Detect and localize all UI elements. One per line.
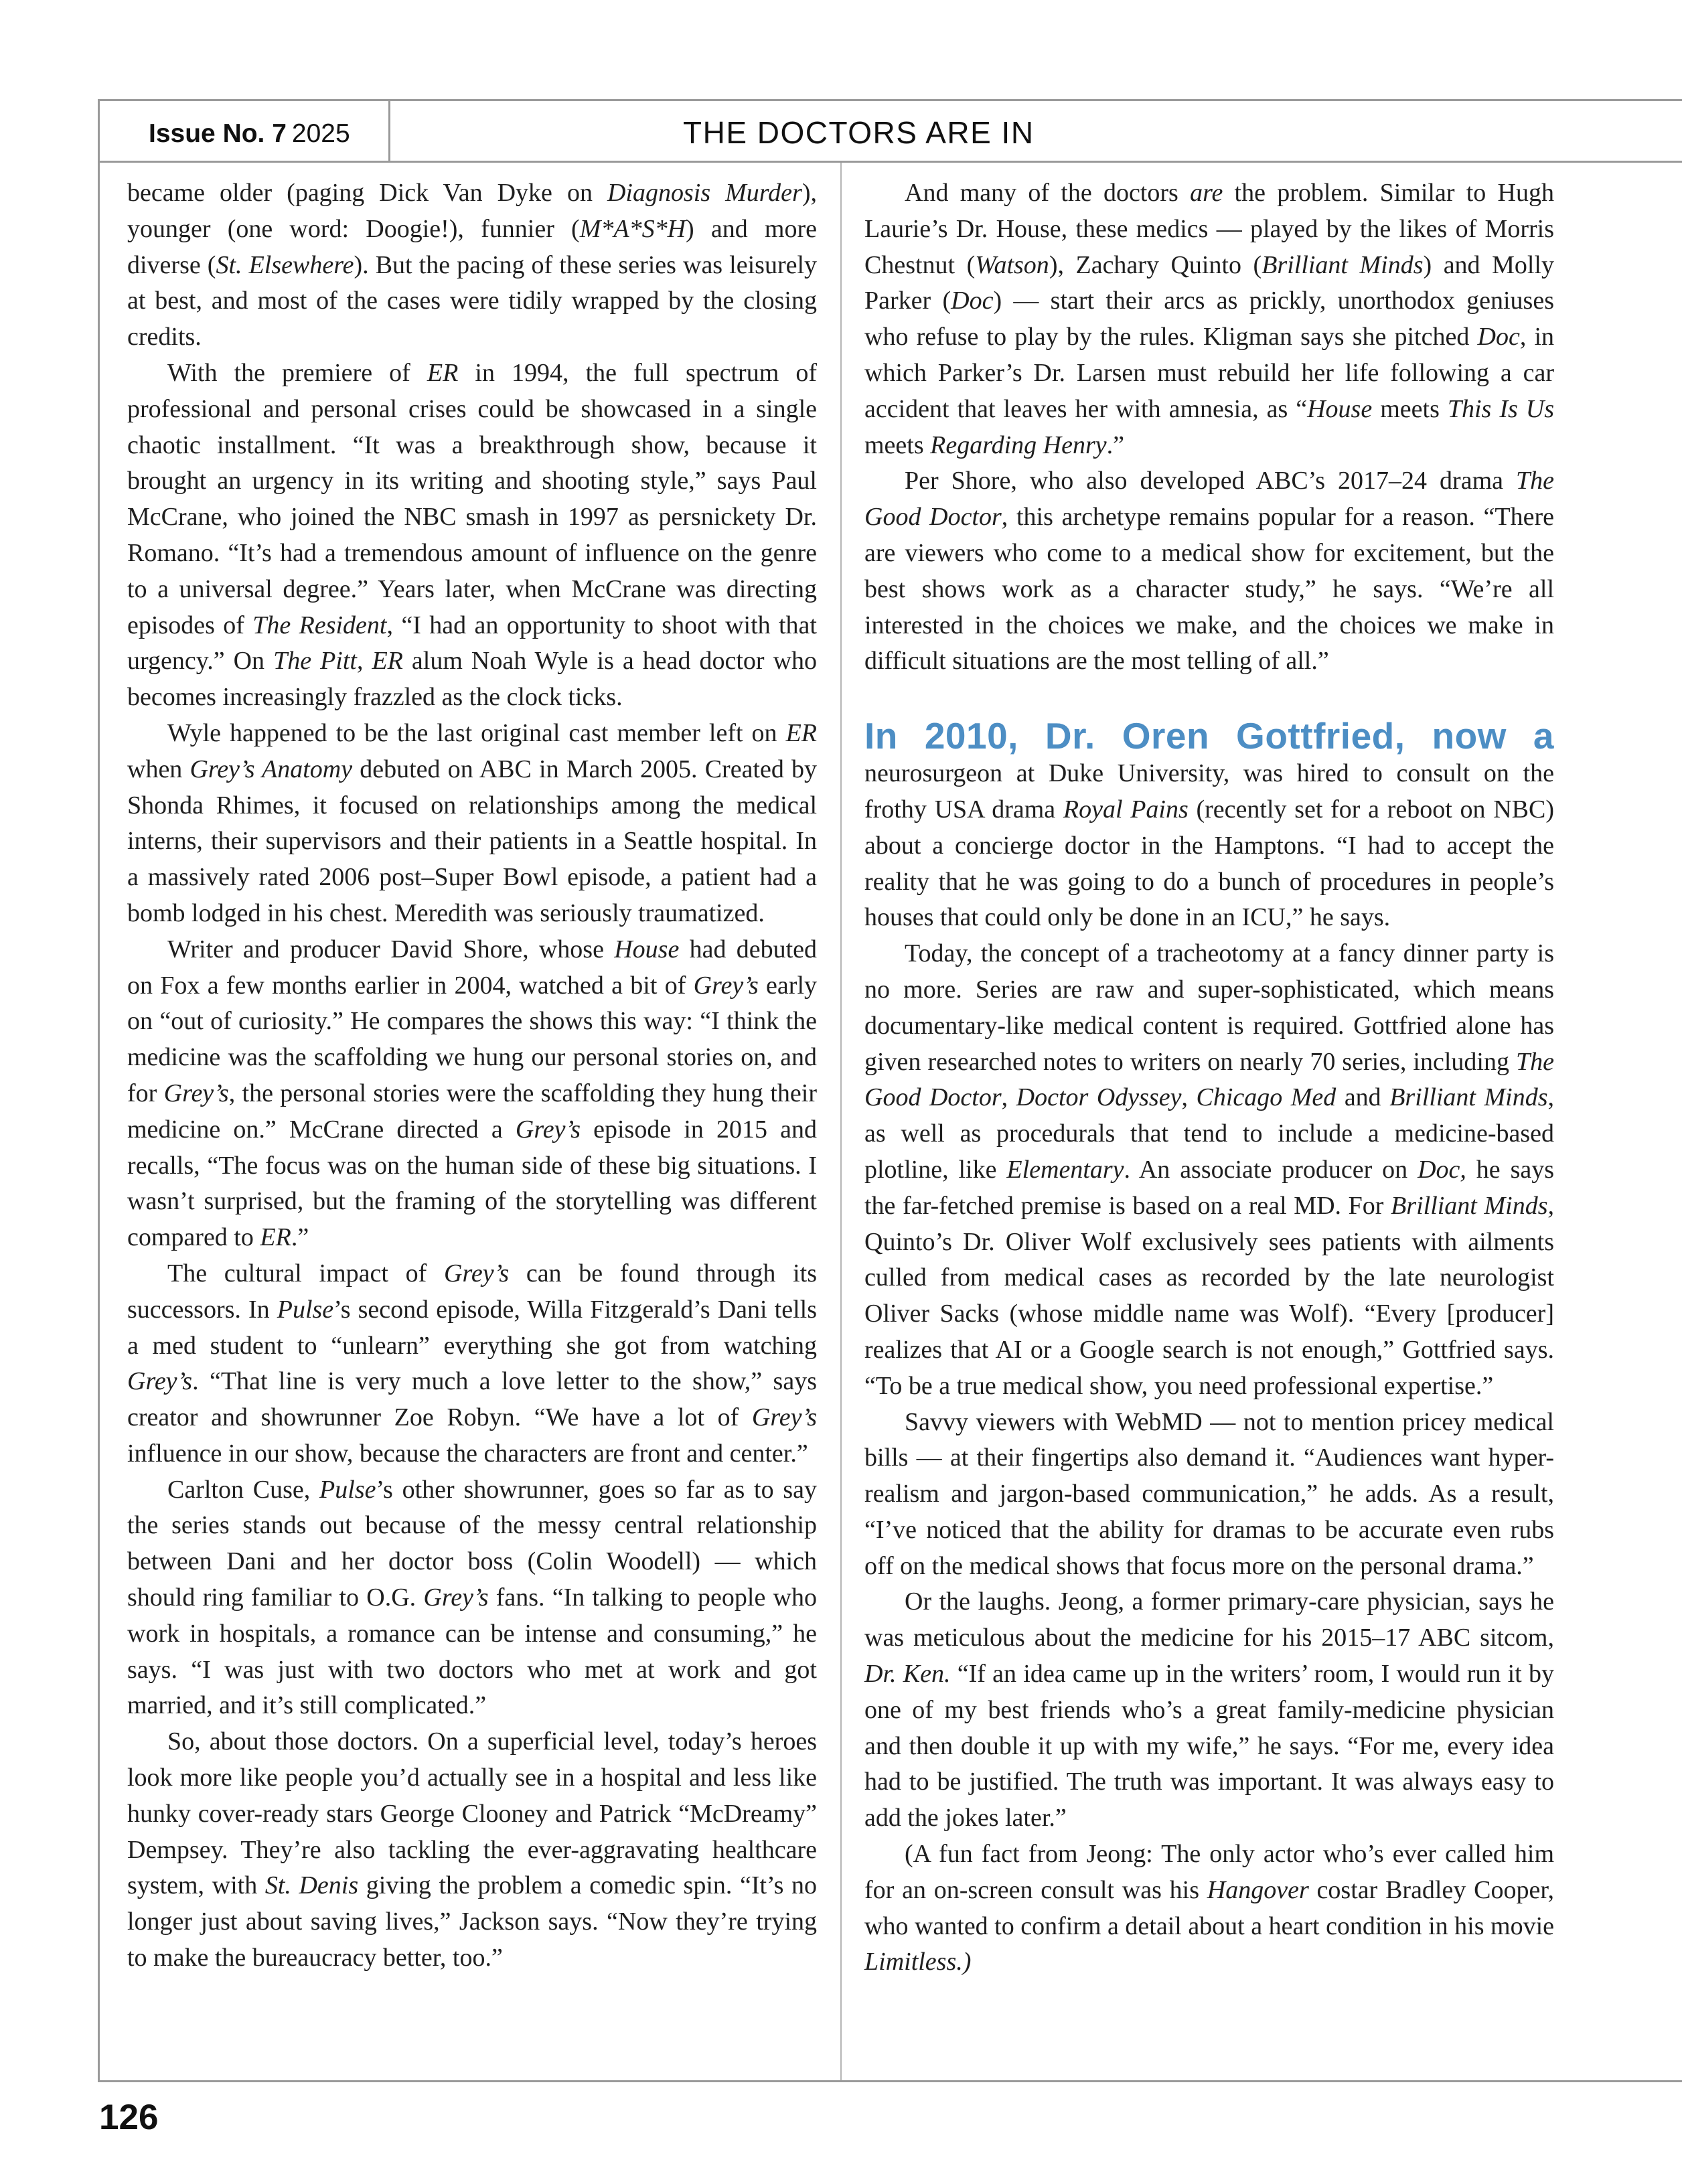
page-number: 126 xyxy=(99,2098,159,2137)
paragraph: With the premiere of ER in 1994, the full spectrum of professional and personal crises could be showcased in a single chaotic installment. “It was a breakthrough show, because it brought an urgency in its writing and shooting style,” says Paul McCrane, who joined the NBC smash in 1997 as persnickety Dr. Romano. “It’s had a tremendous amount of influence on the genre to a universal degree.” Years later, when McCrane was directing episodes of The Resident, “I had an opportunity to shoot with that urgency.” On The Pitt, ER alum Noah Wyle is a head doctor who becomes increasingly frazzled as the clock ticks. xyxy=(127,358,818,712)
paragraph: Per Shore, who also developed ABC’s 2017–24 drama The Good Doctor, this archetype remains popular for a reason. “There are viewers who come to a medical show for excitement, but the best shows work as a character study,” he says. “We’re all interested in the choices we make, and the choices we make in difficult situations are the most telling of all.” xyxy=(864,467,1554,676)
issue-info xyxy=(149,116,350,151)
paragraph: (A fun fact from Jeong: The only actor who’s ever called him for an on-screen consult was his Hangover costar Bradley Cooper, who wanted to confirm a detail about a heart condition in his movie Limitless.) xyxy=(864,1840,1554,1976)
header-bottom-rule xyxy=(98,161,1682,163)
section-title: THE DOCTORS ARE IN xyxy=(683,115,1035,150)
paragraph: Wyle happened to be the last original cast member left on ER when Grey’s Anatomy debuted on ABC in March 2005. Created by Shonda Rhimes, it focused on relationships among the medical interns, their supervisors and their patients in a Seattle hospital. In a massively rated 2006 post–Super Bowl episode, a patient had a bomb lodged in his chest. Meredith was seriously traumatized. xyxy=(127,718,818,927)
frame-top-rule xyxy=(98,99,1682,101)
section-lead-in: In 2010, Dr. Oren Gottfried, now a xyxy=(864,715,1554,757)
paragraph: Or the laughs. Jeong, a former primary-care physician, says he was meticulous about the medicine for his 2015–17 ABC sitcom, Dr. Ken. “If an idea came up in the writers’ room, I would run it by one of my best friends who’s a great family-medicine physician and then double it up with my wife,” he says. “For me, every idea had to be justified. The truth was important. It was always easy to add the jokes later.” xyxy=(864,1587,1554,1832)
left-column xyxy=(127,175,817,1976)
column-divider xyxy=(840,163,842,2080)
paragraph: The cultural impact of Grey’s can be found through its successors. In Pulse’s second episode, Willa Fitzgerald’s Dani tells a med student to “unlearn” everything she got from watching Grey’s. “That line is very much a love letter to the show,” says creator and showrunner Zoe Robyn. “We have a lot of Grey’s influence in our show, because the characters are front and center.” xyxy=(127,1259,818,1468)
paragraph: Savvy viewers with WebMD — not to mention pricey medical bills — at their fingertips also demand it. “Audiences want hyper-realism and jargon-based communication,” he adds. As a result, “I’ve noticed that the ability for dramas to be accurate even rubs off on the medical shows that focus more on the personal drama.” xyxy=(864,1407,1554,1580)
paragraph: Today, the concept of a tracheotomy at a fancy dinner party is no more. Series are raw and super-sophisticated, which means documentary-like medical content is required. Gottfried alone has given researched notes to writers on nearly 70 series, including The Good Doctor, Doctor Odyssey, Chicago Med and Brilliant Minds, as well as procedurals that tend to include a medicine-based plotline, like Elementary. An associate producer on Doc, he says the far-fetched premise is based on a real MD. For Brilliant Minds, Quinto’s Dr. Oliver Wolf exclusively sees patients with ailments culled from medical cases as recorded by the late neurologist Oliver Sacks (whose middle name was Wolf). “Every [producer] realizes that AI or a Google search is not enough,” Gottfried says. “To be a true medical show, you need professional expertise.” xyxy=(864,939,1555,1400)
paragraph: So, about those doctors. On a superficial level, today’s heroes look more like people you’d actually see in a hospital and less like hunky cover-ready stars George Clooney and Patrick “McDreamy” Dempsey. They’re also tackling the ever-aggravating healthcare system, with St. Denis giving the problem a comedic spin. “It’s no longer just about saving lives,” Jackson says. “Now they’re trying to make the bureaucracy better, too.” xyxy=(127,1727,817,1972)
issue-year: 2025 xyxy=(291,119,350,148)
header-divider xyxy=(388,99,390,163)
paragraph: Carlton Cuse, Pulse’s other showrunner, goes so far as to say the series stands out because of the messy central relationship between Dani and her doctor boss (Colin Woodell) — which should ring familiar to O.G. Grey’s fans. “In talking to people who work in hospitals, a romance can be intense and consuming,” he says. “I was just with two doctors who met at work and got married, and it’s still complicated.” xyxy=(127,1475,818,1720)
right-column xyxy=(864,175,1554,1980)
frame-bottom-rule xyxy=(98,2080,1682,2082)
frame-left-rule xyxy=(98,99,100,2082)
paragraph: And many of the doctors are the problem. Similar to Hugh Laurie’s Dr. House, these medics — played by the likes of Morris Chestnut (Watson), Zachary Quinto (Brilliant Minds) and Molly Parker (Doc) — start their arcs as prickly, unorthodox geniuses who refuse to play by the rules. Kligman says she pitched Doc, in which Parker’s Dr. Larsen must rebuild her life following a car accident that leaves her with amnesia, as “House meets This Is Us meets Regarding Henry.” xyxy=(864,179,1555,459)
paragraph: neurosurgeon at Duke University, was hired to consult on the frothy USA drama Royal Pains (recently set for a reboot on NBC) about a concierge doctor in the Hamptons. “I had to accept the reality that he was going to do a bunch of procedures in people’s houses that could only be done in an ICU,” he says. xyxy=(864,759,1554,932)
issue-label: Issue No. 7 xyxy=(149,119,287,148)
paragraph: Writer and producer David Shore, whose House had debuted on Fox a few months earlier in 2004, watched a bit of Grey’s early on “out of curiosity.” He compares the shows this way: “I think the medicine was the scaffolding we hung our personal stories on, and for Grey’s, the personal stories were the scaffolding they hung their medicine on.” McCrane directed a Grey’s episode in 2015 and recalls, “The focus was on the human side of these big situations. I wasn’t surprised, but the framing of the storytelling was different compared to ER.” xyxy=(127,935,817,1252)
paragraph: became older (paging Dick Van Dyke on Diagnosis Murder), younger (one word: Doogie!), funnier (M*A*S*H) and more diverse (St. Elsewhere). But the pacing of these series was leisurely at best, and most of the cases were tidily wrapped by the closing credits. xyxy=(127,179,818,352)
